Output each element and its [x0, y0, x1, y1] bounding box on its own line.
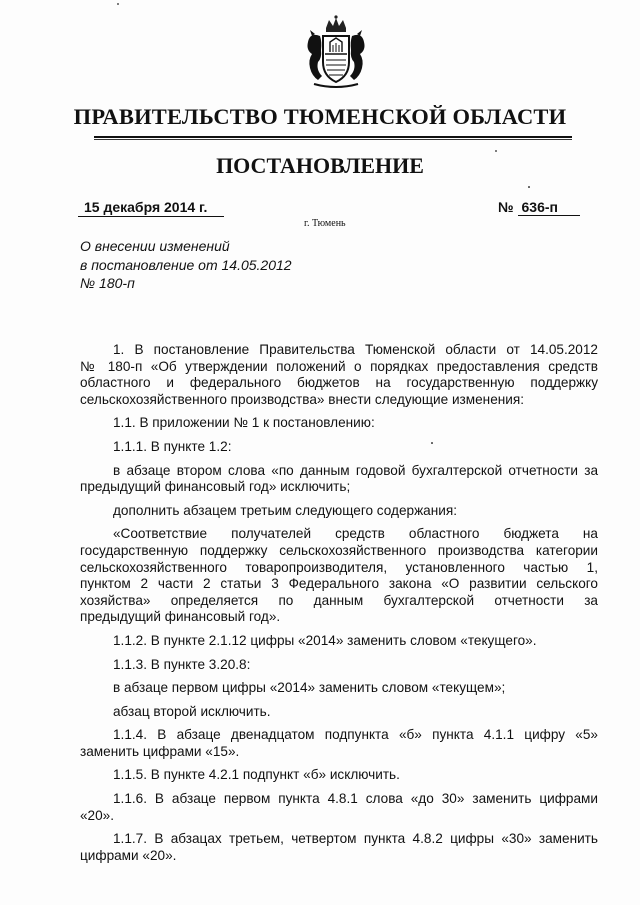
paragraph-gap [80, 697, 598, 704]
body-paragraph [80, 415, 598, 432]
document-type: ПОСТАНОВЛЕНИЕ [216, 153, 424, 178]
paragraph-line: пунктом 2 части 2 статьи 3 Федерального закона «О развитии сельского [80, 576, 598, 592]
document-date: 15 декабря 2014 г. [78, 199, 224, 217]
paragraph-line: «20». [80, 807, 115, 823]
scan-speck [528, 186, 530, 188]
subject-line: в постановление от 14.05.2012 [80, 256, 292, 273]
paragraph-line: цифрами «20». [80, 847, 177, 863]
subject-line: О внесении изменений [80, 238, 230, 254]
paragraph-gap [80, 650, 598, 657]
paragraph-line: хозяйства» определяется по данным бухгалтерской отчетности за [80, 592, 598, 608]
paragraph-line: 1.1.1. В пункте 1.2: [113, 438, 232, 454]
paragraph-line: сельскохозяйственного производства» внести следующие изменения: [80, 391, 524, 407]
paragraph-gap [80, 408, 598, 415]
body-paragraph [80, 831, 598, 864]
paragraph-line: 1.1.3. В пункте 3.20.8: [113, 656, 251, 672]
title-rule-thin [94, 139, 572, 140]
paragraph-gap [80, 456, 598, 463]
body-paragraph [80, 439, 598, 456]
paragraph-gap [80, 519, 598, 526]
paragraph-line: заменить цифрами «15». [80, 743, 240, 759]
government-title: ПРАВИТЕЛЬСТВО ТЮМЕНСКОЙ ОБЛАСТИ [73, 104, 567, 129]
body-paragraph [80, 342, 598, 408]
paragraph-line: в абзаце первом цифры «2014» заменить словом «текущем»; [113, 680, 506, 696]
paragraph-line: «Соответствие получателей средств областного бюджета на [113, 526, 598, 542]
document-body [80, 342, 598, 864]
paragraph-line: предыдущий финансовый год». [80, 609, 281, 625]
coat-of-arms-icon [296, 14, 376, 94]
paragraph-gap [80, 432, 598, 439]
paragraph-line: в абзаце втором слова «по данным годовой бухгалтерской отчетности за [113, 462, 598, 478]
number-value: 636-п [518, 199, 580, 216]
paragraph-line: 1. В постановление Правительства Тюменской области от 14.05.2012 [113, 342, 598, 357]
paragraph-line: № 180-п «Об утверждении положений о порядках предоставления средств [80, 358, 598, 374]
document-subject [80, 237, 380, 293]
scan-speck [117, 3, 119, 5]
paragraph-gap [80, 720, 598, 727]
paragraph-gap [80, 784, 598, 791]
document-number [498, 199, 584, 216]
body-paragraph [80, 633, 598, 650]
paragraph-line: 1.1.2. В пункте 2.1.12 цифры «2014» заменить словом «текущего». [113, 632, 537, 648]
body-paragraph [80, 503, 598, 520]
body-paragraph [80, 727, 598, 760]
paragraph-line: 1.1.6. В абзаце первом пункта 4.8.1 слова «до 30» заменить цифрами [113, 791, 598, 807]
document-city: г. Тюмень [304, 218, 346, 229]
paragraph-gap [80, 496, 598, 503]
paragraph-line: государственную поддержку сельскохозяйственного производства категории [80, 542, 598, 558]
paragraph-line: 1.1.7. В абзацах третьем, четвертом пункта 4.8.2 цифры «30» заменить [113, 831, 598, 847]
body-paragraph [80, 767, 598, 784]
paragraph-line: областного и федерального бюджетов на государственную поддержку [80, 375, 598, 391]
body-paragraph [80, 526, 598, 626]
paragraph-line: дополнить абзацем третьим следующего содержания: [113, 502, 457, 518]
body-paragraph [80, 680, 598, 697]
paragraph-line: 1.1.4. В абзаце двенадцатом подпункта «б» пункта 4.1.1 цифру «5» [113, 727, 598, 743]
title-rule [94, 136, 572, 138]
body-paragraph [80, 463, 598, 496]
subject-line: № 180-п [80, 275, 135, 291]
paragraph-gap [80, 673, 598, 680]
paragraph-line: предыдущий финансовый год» исключить; [80, 479, 351, 495]
scan-speck [495, 150, 497, 152]
number-sign: № [498, 199, 514, 215]
paragraph-line: сельскохозяйственного товаропроизводителя, установленного частью 1, [80, 559, 598, 575]
paragraph-line: абзац второй исключить. [113, 703, 271, 719]
body-paragraph [80, 704, 598, 721]
paragraph-gap [80, 824, 598, 831]
body-paragraph [80, 657, 598, 674]
scan-speck [431, 442, 433, 444]
body-paragraph [80, 791, 598, 824]
paragraph-gap [80, 626, 598, 633]
paragraph-line: 1.1.5. В пункте 4.2.1 подпункт «б» исключить. [113, 767, 400, 783]
paragraph-line: 1.1. В приложении № 1 к постановлению: [113, 415, 375, 431]
paragraph-gap [80, 760, 598, 767]
